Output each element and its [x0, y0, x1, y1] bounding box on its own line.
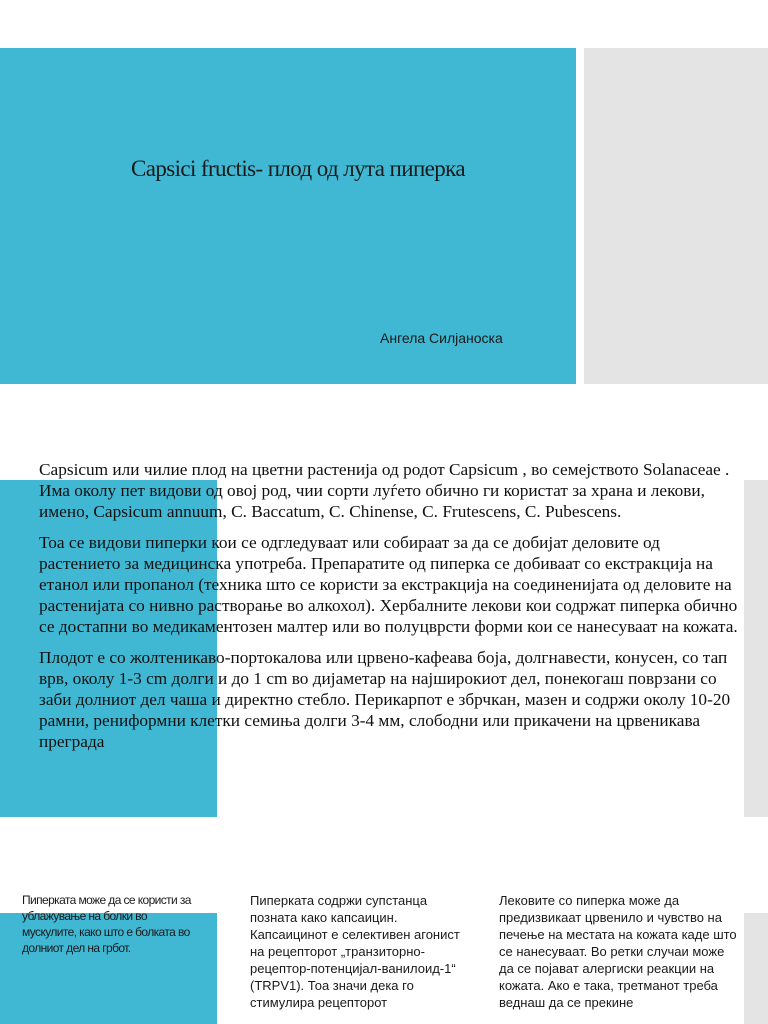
body-paragraph-1: Capsicum или чилие плод на цветни растенија од родот Capsicum , во семејството Solanaceae . Има околу пет видови од овој род, чии сорти луѓето обично ги користат за храна и лекови, имено, Capsicum annuum, C. Baccatum, C. Chinense, C. Frutescens, C. Pubescens. [39, 460, 730, 521]
content-slide-body [39, 459, 739, 762]
column-text-1: Пиперката може да се користи за ублажување на болки во мускулите, како што е болката во долниот дел на грбот. [22, 893, 191, 955]
content-slide-side-panel [744, 480, 768, 817]
title-slide-side-panel [584, 48, 768, 384]
slide-author: Ангела Силјаноска [380, 330, 503, 346]
slide-title: Capsici fructis- плод од лута пиперка [130, 156, 465, 181]
column-text-3: Лековите со пиперка може да предизвикаат црвенило и чувство на печење на местата на кожата каде што се нанесуваат. Во ретки случаи може да се појават алергиски реакции на кожата. Ако е така, третманот треба веднаш да се прекине [499, 893, 737, 1010]
body-paragraph-3: Плодот е со жолтеникаво-портокалова или црвено-кафеава боја, долгнавести, конусен, со тап врв, околу 1-3 cm долги и до 1 cm во дијаметар на најширокиот дел, понекогаш поврзани со заби долниот дел чаша и директно стебло. Перикарпот е збрчкан, мазен и содржи околу 10-20 рамни, рениформни клетки семиња долги 3-4 мм, слободни или прикачени на црвеникава преграда [39, 648, 731, 751]
body-paragraph-2: Тоа се видови пиперки кои се одгледуваат или собираат за да се добијат деловите од растението за медицинска употреба. Препаратите од пиперка се добиваат со екстракција на етанол или пропанол (техника што се користи за екстракција на соединенијата од деловите на растенијата со нивно растворање во алкохол). Хербалните лекови кои содржат пиперка обично се достапни во медикаментозен малтер или во полуцврсти форми кои се нанесуваат на кожата. [39, 533, 738, 636]
third-slide-side-panel [744, 913, 768, 1024]
column-text-2: Пиперката содржи супстанца позната како капсаицин. Капсаицинот е селективен агонист на рецепторот „транзиторно-рецептор-потенцијал-ванилоид-1“ (TRPV1). Тоа значи дека го стимулира рецепторот [250, 893, 460, 1010]
